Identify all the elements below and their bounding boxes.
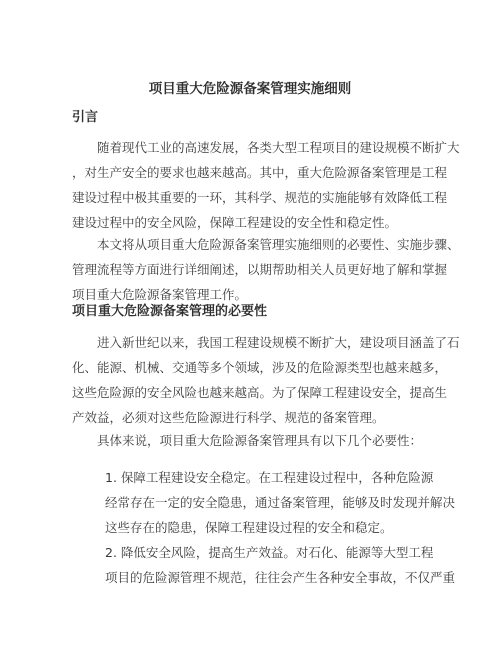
item1-line: 1. 保障工程建设安全稳定。在工程建设过程中，各种危险源 [105,470,434,485]
intro-paragraph-1 [72,135,460,235]
intro-p2-line: 项目重大危险源备案管理工作。 [72,287,248,302]
intro-p2-line: 本文将从项目重大危险源备案管理实施细则的必要性、实施步骤、 [72,237,460,252]
item1-line: 这些存在的隐患，保障工程建设过程的安全和稳定。 [105,520,393,535]
item2-line: 2. 降低安全风险，提高生产效益。对石化、能源等大型工程 [105,545,434,560]
intro-p1-line: 建设过程中极其重要的一环，其科学、规范的实施能够有效降低工程 [72,190,448,205]
section-p1-line: 产效益，必须对这些危险源进行科学、规范的备案管理。 [72,410,385,425]
intro-p1-line: 随着现代工业的高速发展，各类大型工程项目的建设规模不断扩大 [72,140,460,155]
document-title: 项目重大危险源备案管理实施细则 [148,81,352,97]
list-item-2 [105,540,456,590]
intro-p1-line: 建设过程中的安全风险，保障工程建设的安全性和稳定性。 [72,215,398,230]
intro-p1-line: ，对生产安全的要求也越来越高。其中，重大危险源备案管理是工程 [72,165,448,180]
intro-p2-line: 管理流程等方面进行详细阐述，以期帮助相关人员更好地了解和掌握 [72,262,448,277]
intro-paragraph-2 [72,232,460,307]
section-paragraph-1 [72,330,460,430]
section-paragraph-2 [72,428,428,453]
section-p1-line: 进入新世纪以来，我国工程建设规模不断扩大，建设项目涵盖了石 [72,335,460,350]
section-p1-line: 这些危险源的安全风险也越来越高。为了保障工程建设安全，提高生 [72,385,448,400]
section-heading: 项目重大危险源备案管理的必要性 [72,304,268,319]
item2-line: 项目的危险源管理不规范，往往会产生各种安全事故，不仅严重 [105,570,456,585]
item1-line: 经常存在一定的安全隐患，通过备案管理，能够及时发现并解决 [105,495,456,510]
intro-heading: 引言 [72,110,99,125]
list-item-1 [105,465,456,540]
section-p1-line: 化、能源、机械、交通等多个领域，涉及的危险源类型也越来越多， [72,360,448,375]
section-p2-line: 具体来说，项目重大危险源备案管理具有以下几个必要性： [72,433,423,448]
